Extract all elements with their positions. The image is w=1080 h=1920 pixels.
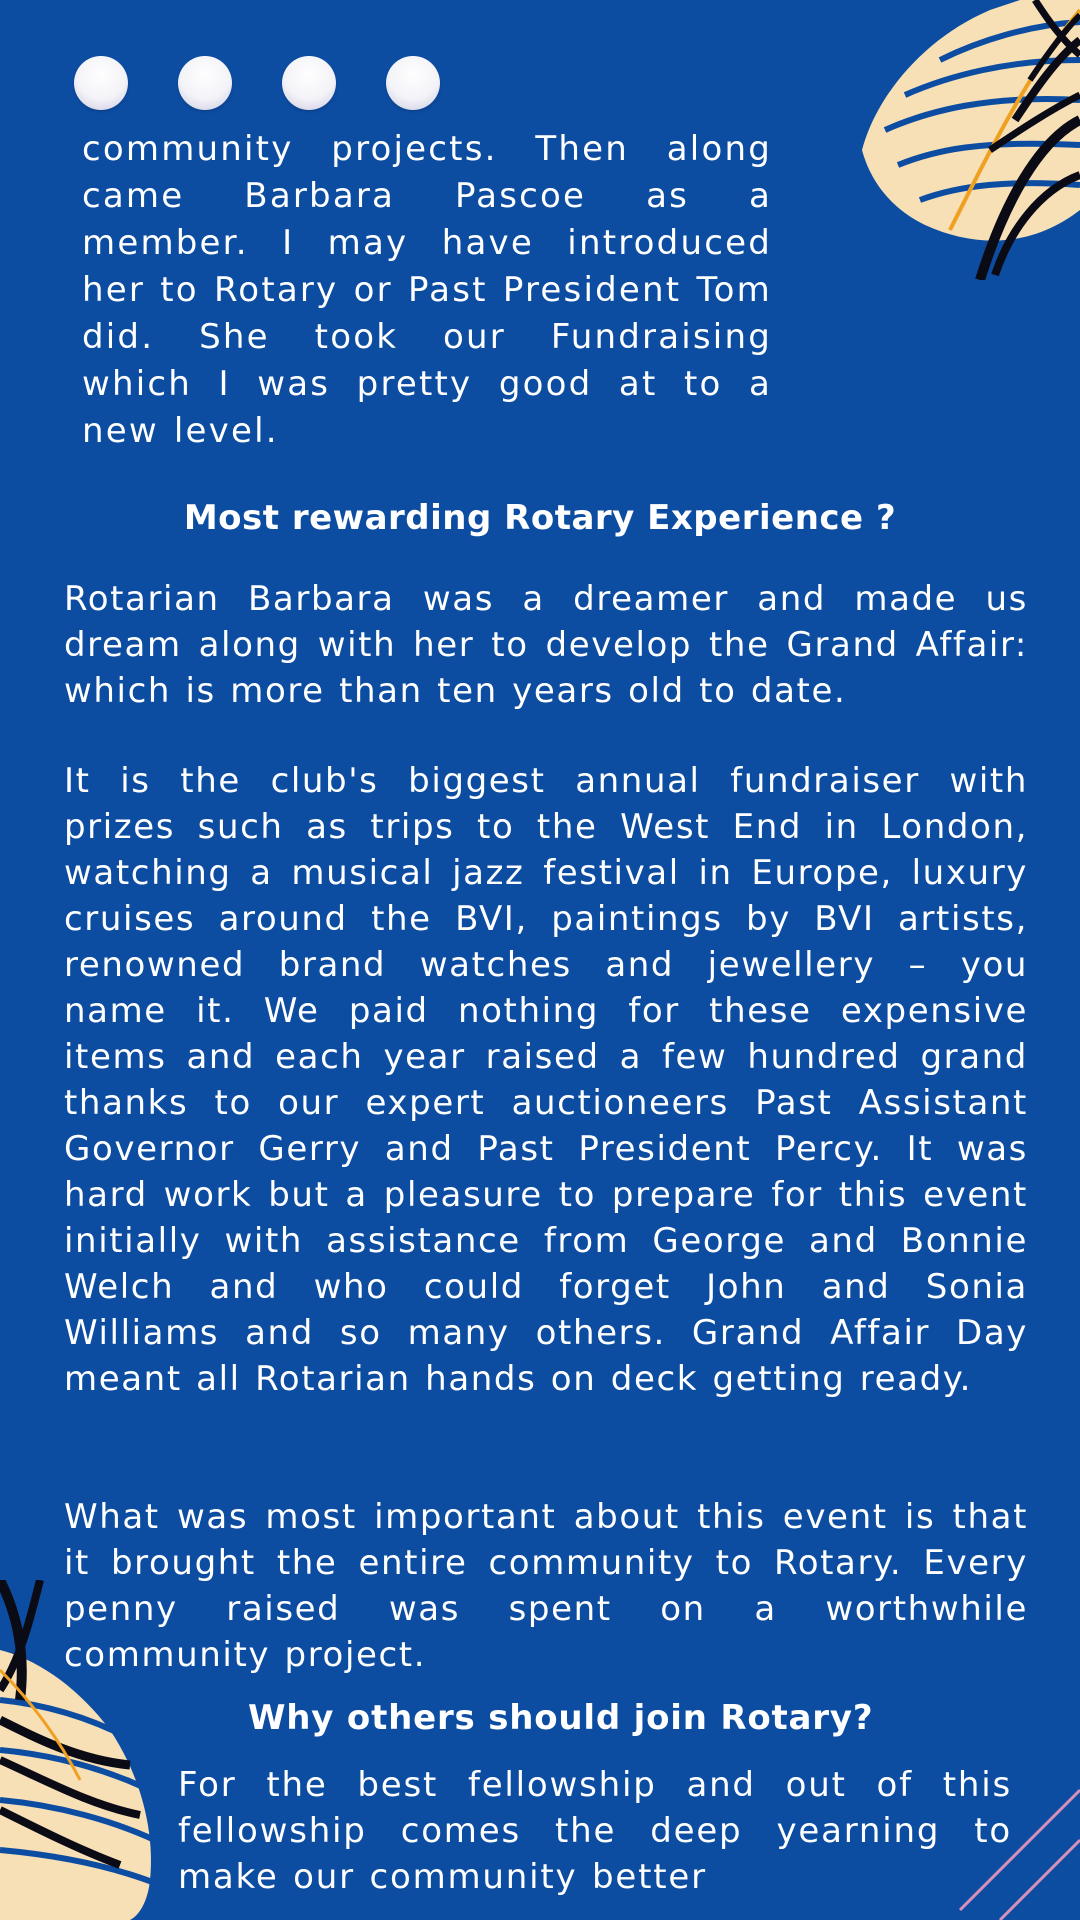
section-heading-why-join: Why others should join Rotary? — [248, 1698, 874, 1738]
palm-leaf-decoration-top-right — [780, 0, 1080, 280]
palm-leaf-decoration-bottom-left — [0, 1580, 180, 1920]
pagination-dot-icon — [386, 56, 440, 110]
pagination-dot-icon — [178, 56, 232, 110]
paragraph-fellowship: For the best fellowship and out of this fellowship comes the deep yearning to make our community better — [178, 1765, 1012, 1897]
intro-paragraph: community projects. Then along came Barbara Pascoe as a member. I may have introduced her to Rotary or Past President Tom did. She took our Fundraising which I was pretty good at to a new level. — [82, 129, 772, 451]
diagonal-line-decoration — [940, 1760, 1080, 1920]
paragraph-fundraiser: It is the club's biggest annual fundraiser with prizes such as trips to the West End in London, watching a musical jazz festival in Europe, luxury cruises around the BVI, paintings by BVI artists, renowned brand watches and jewellery – you name it. We paid nothing for these expensive items and each year raised a few hundred grand thanks to our expert auctioneers Past Assistant Governor Gerry and Past President Percy. It was hard work but a pleasure to prepare for this event initially with assistance from George and Bonnie Welch and who could forget John and Sonia Williams and so many others. Grand Affair Day meant all Rotarian hands on deck getting ready. — [64, 761, 1028, 1399]
section-heading-rewarding-experience: Most rewarding Rotary Experience ? — [183, 498, 897, 538]
pagination-dot-icon — [74, 56, 128, 110]
paragraph-community: What was most important about this event is that it brought the entire community to Rotary. Every penny raised was spent on a worthwhile community project. — [64, 1497, 1028, 1675]
pagination-dot-icon — [282, 56, 336, 110]
pagination-dots — [74, 56, 440, 110]
paragraph-dreamer: Rotarian Barbara was a dreamer and made us dream along with her to develop the Grand Affair: which is more than ten years old to date. — [64, 579, 1028, 711]
